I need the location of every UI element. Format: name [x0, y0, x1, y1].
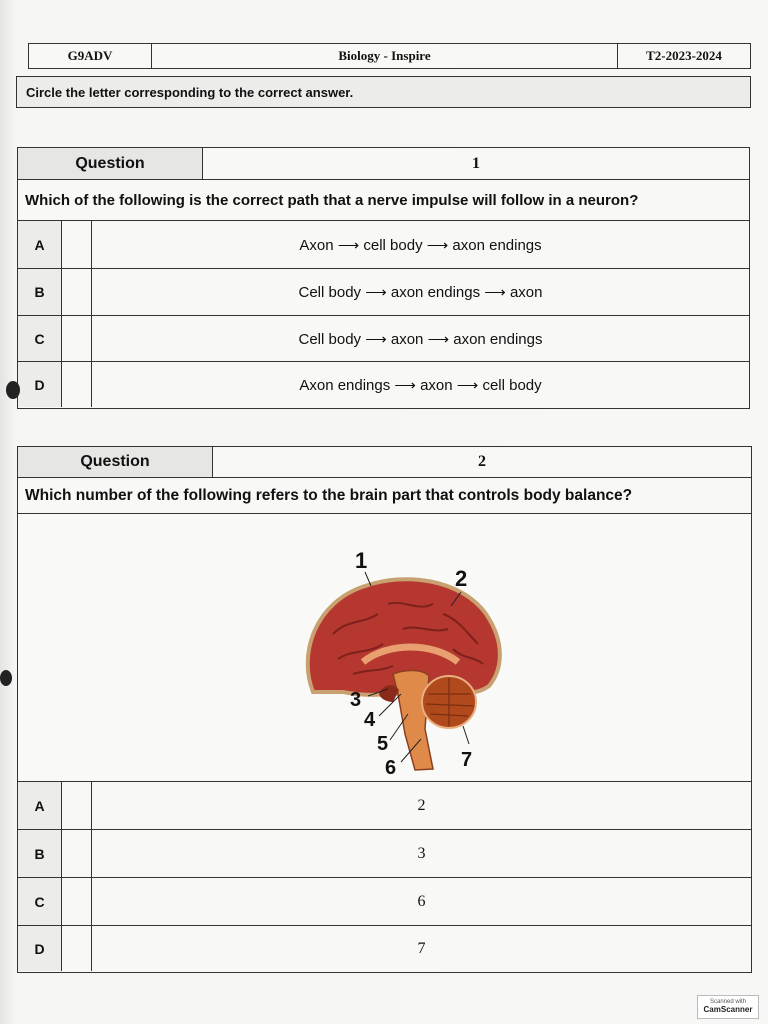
option-d-row[interactable] [18, 926, 751, 971]
answer-blank [62, 316, 92, 361]
question-number: 2 [478, 453, 486, 470]
option-letter[interactable]: C [18, 878, 62, 925]
option-b-row[interactable] [18, 830, 751, 878]
option-letter[interactable]: B [18, 830, 62, 877]
figure-label-7: 7 [461, 749, 473, 771]
option-text: 2 [417, 796, 426, 814]
option-text: 7 [417, 939, 426, 957]
exam-header [28, 43, 751, 69]
option-letter[interactable]: D [18, 926, 62, 971]
subject-cell: Biology - Inspire [152, 44, 618, 68]
figure-label-3: 3 [350, 689, 362, 711]
option-c-row[interactable] [18, 316, 749, 362]
answer-blank [62, 221, 92, 268]
answer-blank [62, 878, 92, 925]
watermark-line2: CamScanner [703, 1005, 753, 1014]
question-number: 1 [472, 154, 480, 172]
question-label: Question [18, 447, 213, 477]
answer-blank [62, 269, 92, 315]
answer-blank [62, 782, 92, 829]
term-cell: T2-2023-2024 [646, 48, 722, 63]
option-text: 6 [417, 892, 426, 910]
figure-label-6: 6 [385, 757, 397, 779]
camscanner-watermark [697, 995, 759, 1019]
answer-blank [62, 362, 92, 407]
option-c-row[interactable] [18, 878, 751, 926]
instruction-bar: Circle the letter corresponding to the correct answer. [16, 76, 751, 108]
punch-hole-mark [6, 381, 20, 399]
option-a-row[interactable] [18, 221, 749, 269]
brain-figure [18, 514, 751, 782]
figure-label-4: 4 [364, 709, 376, 731]
option-d-row[interactable] [18, 362, 749, 407]
figure-label-1: 1 [355, 548, 368, 573]
watermark-line1: Scanned with [709, 999, 747, 1005]
option-letter[interactable]: B [18, 269, 62, 315]
grade-cell: G9ADV [29, 44, 152, 68]
question-2-text: Which number of the following refers to the brain part that controls body balance? [18, 478, 751, 514]
option-text: 3 [417, 844, 426, 862]
answer-blank [62, 926, 92, 971]
question-2-header [18, 447, 751, 478]
punch-hole-mark [0, 670, 12, 686]
option-letter[interactable]: A [18, 221, 62, 268]
option-letter[interactable]: D [18, 362, 62, 407]
question-2-table [17, 446, 752, 973]
option-b-row[interactable] [18, 269, 749, 316]
option-letter[interactable]: A [18, 782, 62, 829]
figure-label-2: 2 [455, 566, 468, 591]
answer-blank [62, 830, 92, 877]
brain-diagram [293, 544, 523, 779]
option-text: Axon ⟶ cell body ⟶ axon endings [299, 236, 542, 254]
question-1-table [17, 147, 750, 409]
option-text: Axon endings ⟶ axon ⟶ cell body [299, 376, 542, 394]
leader-line-7 [463, 726, 469, 744]
figure-label-5: 5 [377, 733, 389, 755]
option-a-row[interactable] [18, 782, 751, 830]
question-1-text: Which of the following is the correct path that a nerve impulse will follow in a neuron? [18, 180, 749, 221]
option-text: Cell body ⟶ axon endings ⟶ axon [298, 284, 543, 301]
question-1-header [18, 148, 749, 180]
question-label: Question [18, 148, 203, 179]
option-letter[interactable]: C [18, 316, 62, 361]
option-text: Cell body ⟶ axon ⟶ axon endings [298, 330, 543, 348]
